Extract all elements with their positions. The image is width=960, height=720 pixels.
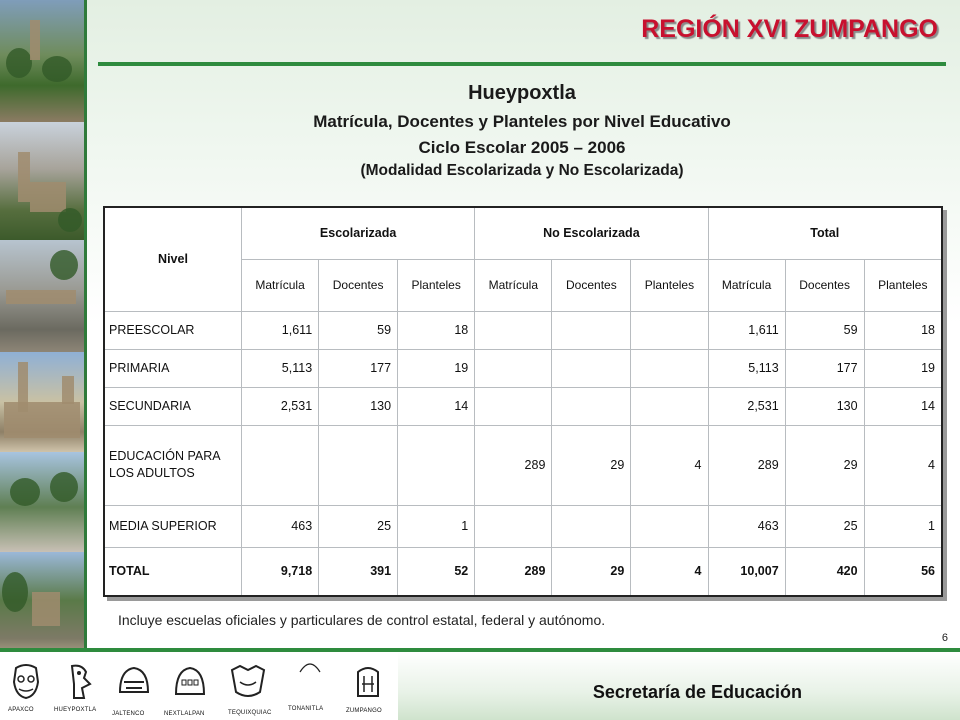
modality-note: (Modalidad Escolarizada y No Escolarizada) [360, 162, 684, 179]
enrollment-table [103, 206, 943, 597]
municipality-label: APAXCO [8, 707, 34, 713]
cell [552, 505, 631, 547]
table-row [104, 505, 942, 547]
row-level: PREESCOLAR [104, 311, 242, 349]
group-header-no-escolarizada: No Escolarizada [475, 207, 708, 259]
cell [475, 311, 552, 349]
tequixquiac-glyph-icon [230, 662, 266, 702]
cell: 1 [398, 505, 475, 547]
cell [631, 349, 708, 387]
cell: 52 [398, 547, 475, 596]
municipality-label: JALTENCO [112, 711, 145, 717]
cell [398, 425, 475, 505]
subcolumn-header: Planteles [864, 259, 942, 311]
cell: 4 [864, 425, 942, 505]
cell: 177 [319, 349, 398, 387]
nextlalpan-glyph-icon [172, 662, 208, 702]
table-row [104, 349, 942, 387]
church-photo [0, 122, 84, 240]
hueypoxtla-glyph-icon [62, 662, 98, 702]
cell: 1 [864, 505, 942, 547]
subcolumn-header: Matrícula [475, 259, 552, 311]
cell: 9,718 [242, 547, 319, 596]
cell [242, 425, 319, 505]
page-number: 6 [941, 632, 948, 644]
region-title: REGIÓN XVI ZUMPANGO [641, 15, 938, 43]
municipality-label: TEQUIXQUIAC [228, 710, 272, 716]
cell: 56 [864, 547, 942, 596]
kiosk-photo [0, 552, 84, 660]
cell [631, 311, 708, 349]
nivel-header: Nivel [104, 207, 242, 311]
cell [631, 387, 708, 425]
plaza-photo [0, 0, 84, 122]
palace-photo [0, 352, 84, 452]
aqueduct-photo [0, 240, 84, 352]
total-row [104, 547, 942, 596]
cell: 289 [475, 425, 552, 505]
row-level: MEDIA SUPERIOR [104, 505, 242, 547]
cell: 59 [319, 311, 398, 349]
cell: 5,113 [242, 349, 319, 387]
group-header-escolarizada: Escolarizada [242, 207, 475, 259]
apaxco-glyph-icon [8, 662, 44, 702]
cell: 463 [242, 505, 319, 547]
secretaria-label: Secretaría de Educación [592, 682, 802, 702]
cell: 18 [398, 311, 475, 349]
row-level: EDUCACIÓN PARA LOS ADULTOS [104, 425, 242, 505]
cell: 18 [864, 311, 942, 349]
cell [631, 505, 708, 547]
cell: 5,113 [708, 349, 785, 387]
cell: 25 [319, 505, 398, 547]
municipality-title: Hueypoxtla [468, 82, 576, 104]
cell: 29 [552, 547, 631, 596]
table-subtitle: Matrícula, Docentes y Planteles por Nivel Educativo [313, 112, 731, 131]
subcolumn-header: Planteles [398, 259, 475, 311]
cell: 391 [319, 547, 398, 596]
row-level: TOTAL [104, 547, 242, 596]
header-divider [98, 62, 946, 66]
table-row [104, 311, 942, 349]
cell: 1,611 [708, 311, 785, 349]
municipality-label: NEXTLALPAN [164, 711, 205, 717]
cell: 14 [864, 387, 942, 425]
cell [552, 311, 631, 349]
cell [475, 505, 552, 547]
municipality-label: TONANITLA [288, 706, 324, 712]
subcolumn-header: Docentes [552, 259, 631, 311]
cell: 177 [785, 349, 864, 387]
subcolumn-header: Docentes [785, 259, 864, 311]
cell: 59 [785, 311, 864, 349]
cell: 289 [475, 547, 552, 596]
park-photo [0, 452, 84, 552]
table-row [104, 425, 942, 505]
subcolumn-header: Matrícula [708, 259, 785, 311]
cell: 4 [631, 425, 708, 505]
footnote: Incluye escuelas oficiales y particulares de control estatal, federal y autónomo. [118, 612, 606, 628]
photo-strip [0, 0, 84, 660]
school-cycle: Ciclo Escolar 2005 – 2006 [418, 138, 626, 157]
strip-divider [84, 0, 87, 660]
subcolumn-header: Matrícula [242, 259, 319, 311]
jaltenco-glyph-icon [116, 662, 152, 702]
tonanitla-glyph-icon [292, 652, 328, 678]
cell: 289 [708, 425, 785, 505]
cell: 19 [398, 349, 475, 387]
cell: 29 [552, 425, 631, 505]
cell: 4 [631, 547, 708, 596]
municipality-label: HUEYPOXTLA [54, 707, 97, 713]
cell: 1,611 [242, 311, 319, 349]
subcolumn-header: Docentes [319, 259, 398, 311]
cell [319, 425, 398, 505]
cell: 420 [785, 547, 864, 596]
cell: 29 [785, 425, 864, 505]
cell [475, 387, 552, 425]
cell: 10,007 [708, 547, 785, 596]
cell: 130 [319, 387, 398, 425]
cell: 130 [785, 387, 864, 425]
cell [552, 349, 631, 387]
table-row [104, 387, 942, 425]
cell: 2,531 [242, 387, 319, 425]
cell: 463 [708, 505, 785, 547]
zumpango-glyph-icon [350, 662, 386, 702]
cell: 14 [398, 387, 475, 425]
cell [475, 349, 552, 387]
cell: 19 [864, 349, 942, 387]
row-level: SECUNDARIA [104, 387, 242, 425]
subcolumn-header: Planteles [631, 259, 708, 311]
cell [552, 387, 631, 425]
group-header-total: Total [708, 207, 942, 259]
row-level: PRIMARIA [104, 349, 242, 387]
cell: 25 [785, 505, 864, 547]
municipality-label: ZUMPANGO [346, 708, 382, 714]
cell: 2,531 [708, 387, 785, 425]
